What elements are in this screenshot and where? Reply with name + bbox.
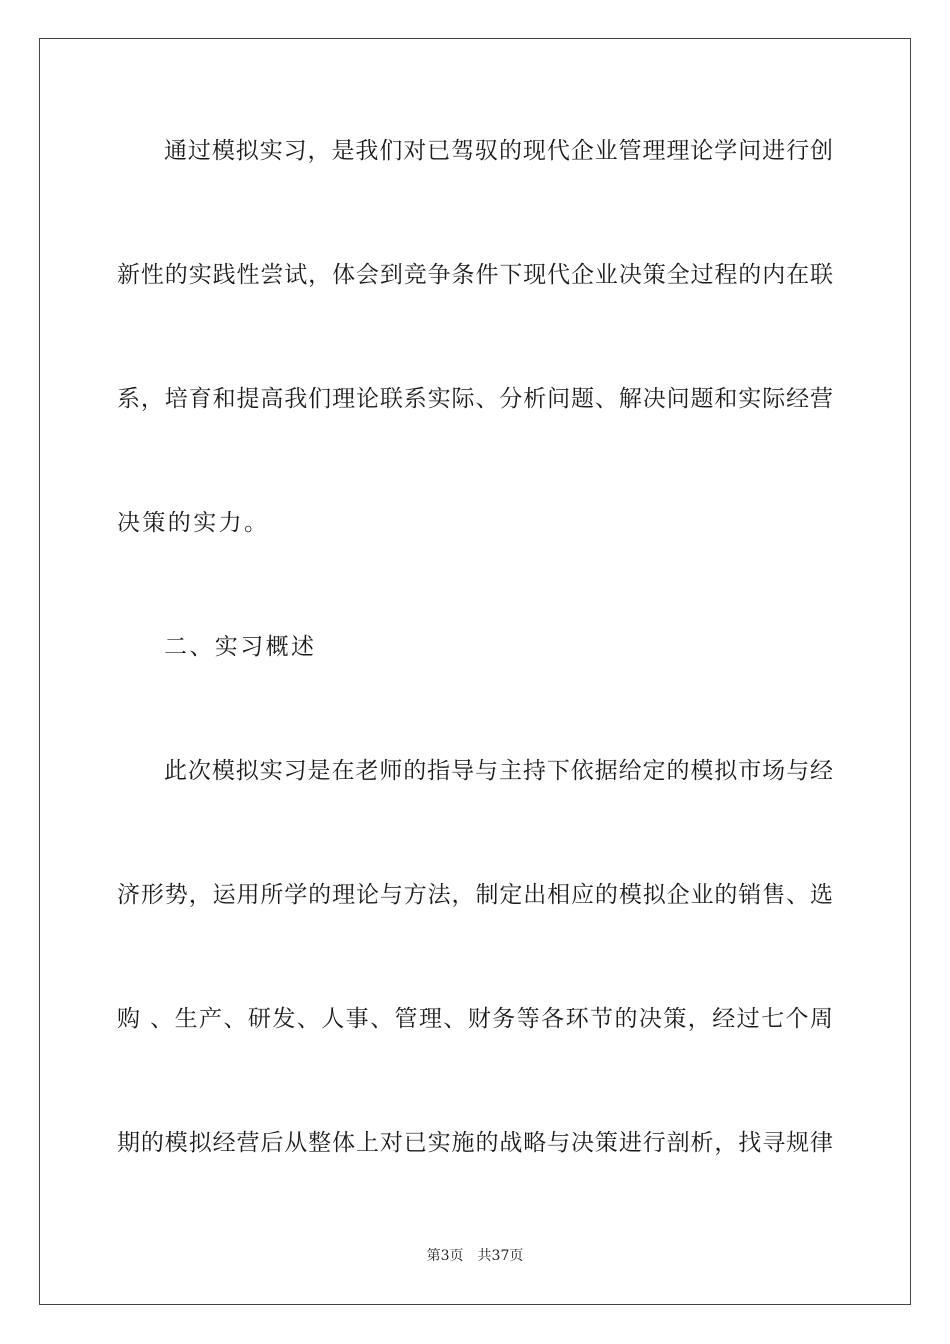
paragraph-1-line-1: 通过模拟实习，是我们对已驾驭的现代企业管理理论学问进行创 bbox=[164, 138, 833, 164]
paragraph-1-line-3: 系，培育和提高我们理论联系实际、分析问题、解决问题和实际经营 bbox=[117, 386, 833, 412]
page-number: 第3页 bbox=[426, 1248, 464, 1264]
page-border bbox=[39, 38, 911, 1305]
page-total: 共37页 bbox=[477, 1248, 524, 1264]
paragraph-2-line-4: 期的模拟经营后从整体上对已实施的战略与决策进行剖析，找寻规律 bbox=[117, 1130, 833, 1156]
section-heading: 二、实习概述 bbox=[164, 634, 317, 660]
paragraph-2-line-1: 此次模拟实习是在老师的指导与主持下依据给定的模拟市场与经 bbox=[164, 758, 833, 784]
paragraph-1-line-2: 新性的实践性尝试，体会到竞争条件下现代企业决策全过程的内在联 bbox=[117, 262, 833, 288]
paragraph-1-line-4: 决策的实力。 bbox=[117, 510, 270, 536]
paragraph-2-line-2: 济形势，运用所学的理论与方法，制定出相应的模拟企业的销售、选 bbox=[117, 882, 833, 908]
page-footer bbox=[0, 1247, 950, 1265]
paragraph-2-line-3: 购 、生产、研发、人事、管理、财务等各环节的决策，经过七个周 bbox=[117, 1006, 833, 1032]
